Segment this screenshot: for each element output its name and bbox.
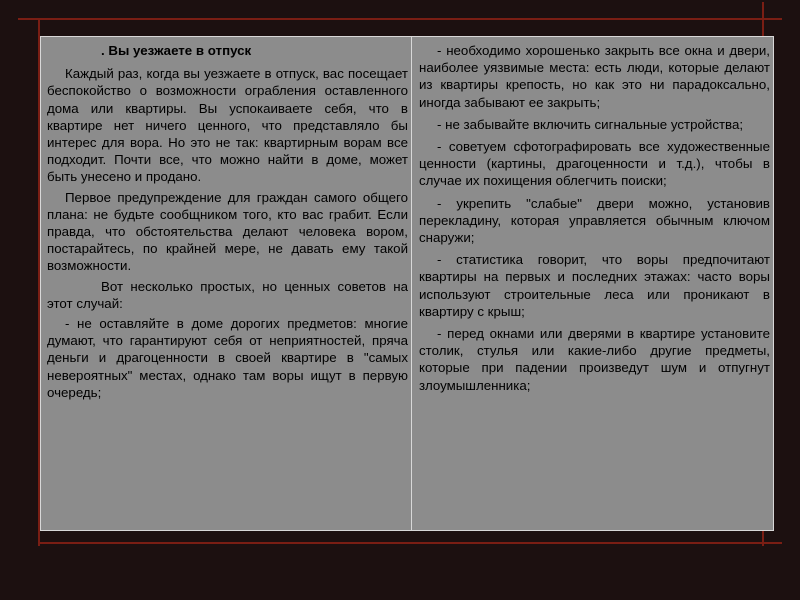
decorative-rule-top [18,18,782,20]
tip-item: - советуем сфотографировать все художественные ценности (картины, драгоценности и т.д.), чтобы в случае их похищения облегчить поиски; [419,139,770,189]
tip-item: - укрепить "слабые" двери можно, установив перекладину, которая управляется обычным ключом снаружи; [419,195,770,246]
warning-paragraph: Первое предупреждение для граждан самого общего плана: не будьте сообщником того, кто вас грабит. Если правда, что обстоятельства делают человека вором, постарайтесь, по крайней мере, не давать ему такой возможности. [47,189,408,274]
intro-paragraph: Каждый раз, когда вы уезжаете в отпуск, вас посещает беспокойство о возможности ограбления оставленного дома или квартиры. Вы успокаиваете себя, что в квартире нет ничего ценного, что представляло бы интерес для вора. Но это не так: квартирным ворам все подходит. Почти все, что можно найти в доме, может быть унесено и продано. [47,66,408,185]
decorative-rule-bottom [38,542,782,544]
slide-title: . Вы уезжаете в отпуск [101,43,252,58]
right-column [412,37,773,530]
tip-item: - перед окнами или дверями в квартире установите столик, стулья или какие-либо другие предметы, которые при падении произведут шум и отпугнут злоумышленника; [419,326,770,393]
tips-intro-paragraph: Вот несколько простых, но ценных советов на этот случай: [47,278,408,311]
content-table [40,36,774,531]
tip-item: - необходимо хорошенько закрыть все окна и двери, наиболее уязвимые места: есть люди, которые делают из квартиры крепость, но как это ни парадоксально, иногда забывают ее закрыть; [419,43,770,110]
tip-item: - не забывайте включить сигнальные устройства; [437,116,744,132]
tip-item: - не оставляйте в доме дорогих предметов: многие думают, что гарантируют себя от неприятностей, пряча деньги и драгоценности в своей квартире в "самых невероятных" местах, однако там воры ищут в первую очередь; [47,316,408,400]
left-column [41,37,412,530]
tip-item: - статистика говорит, что воры предпочитают квартиры на первых и последних этажах: часто воры используют строительные леса или проникают в квартиру с крыш; [419,252,770,319]
